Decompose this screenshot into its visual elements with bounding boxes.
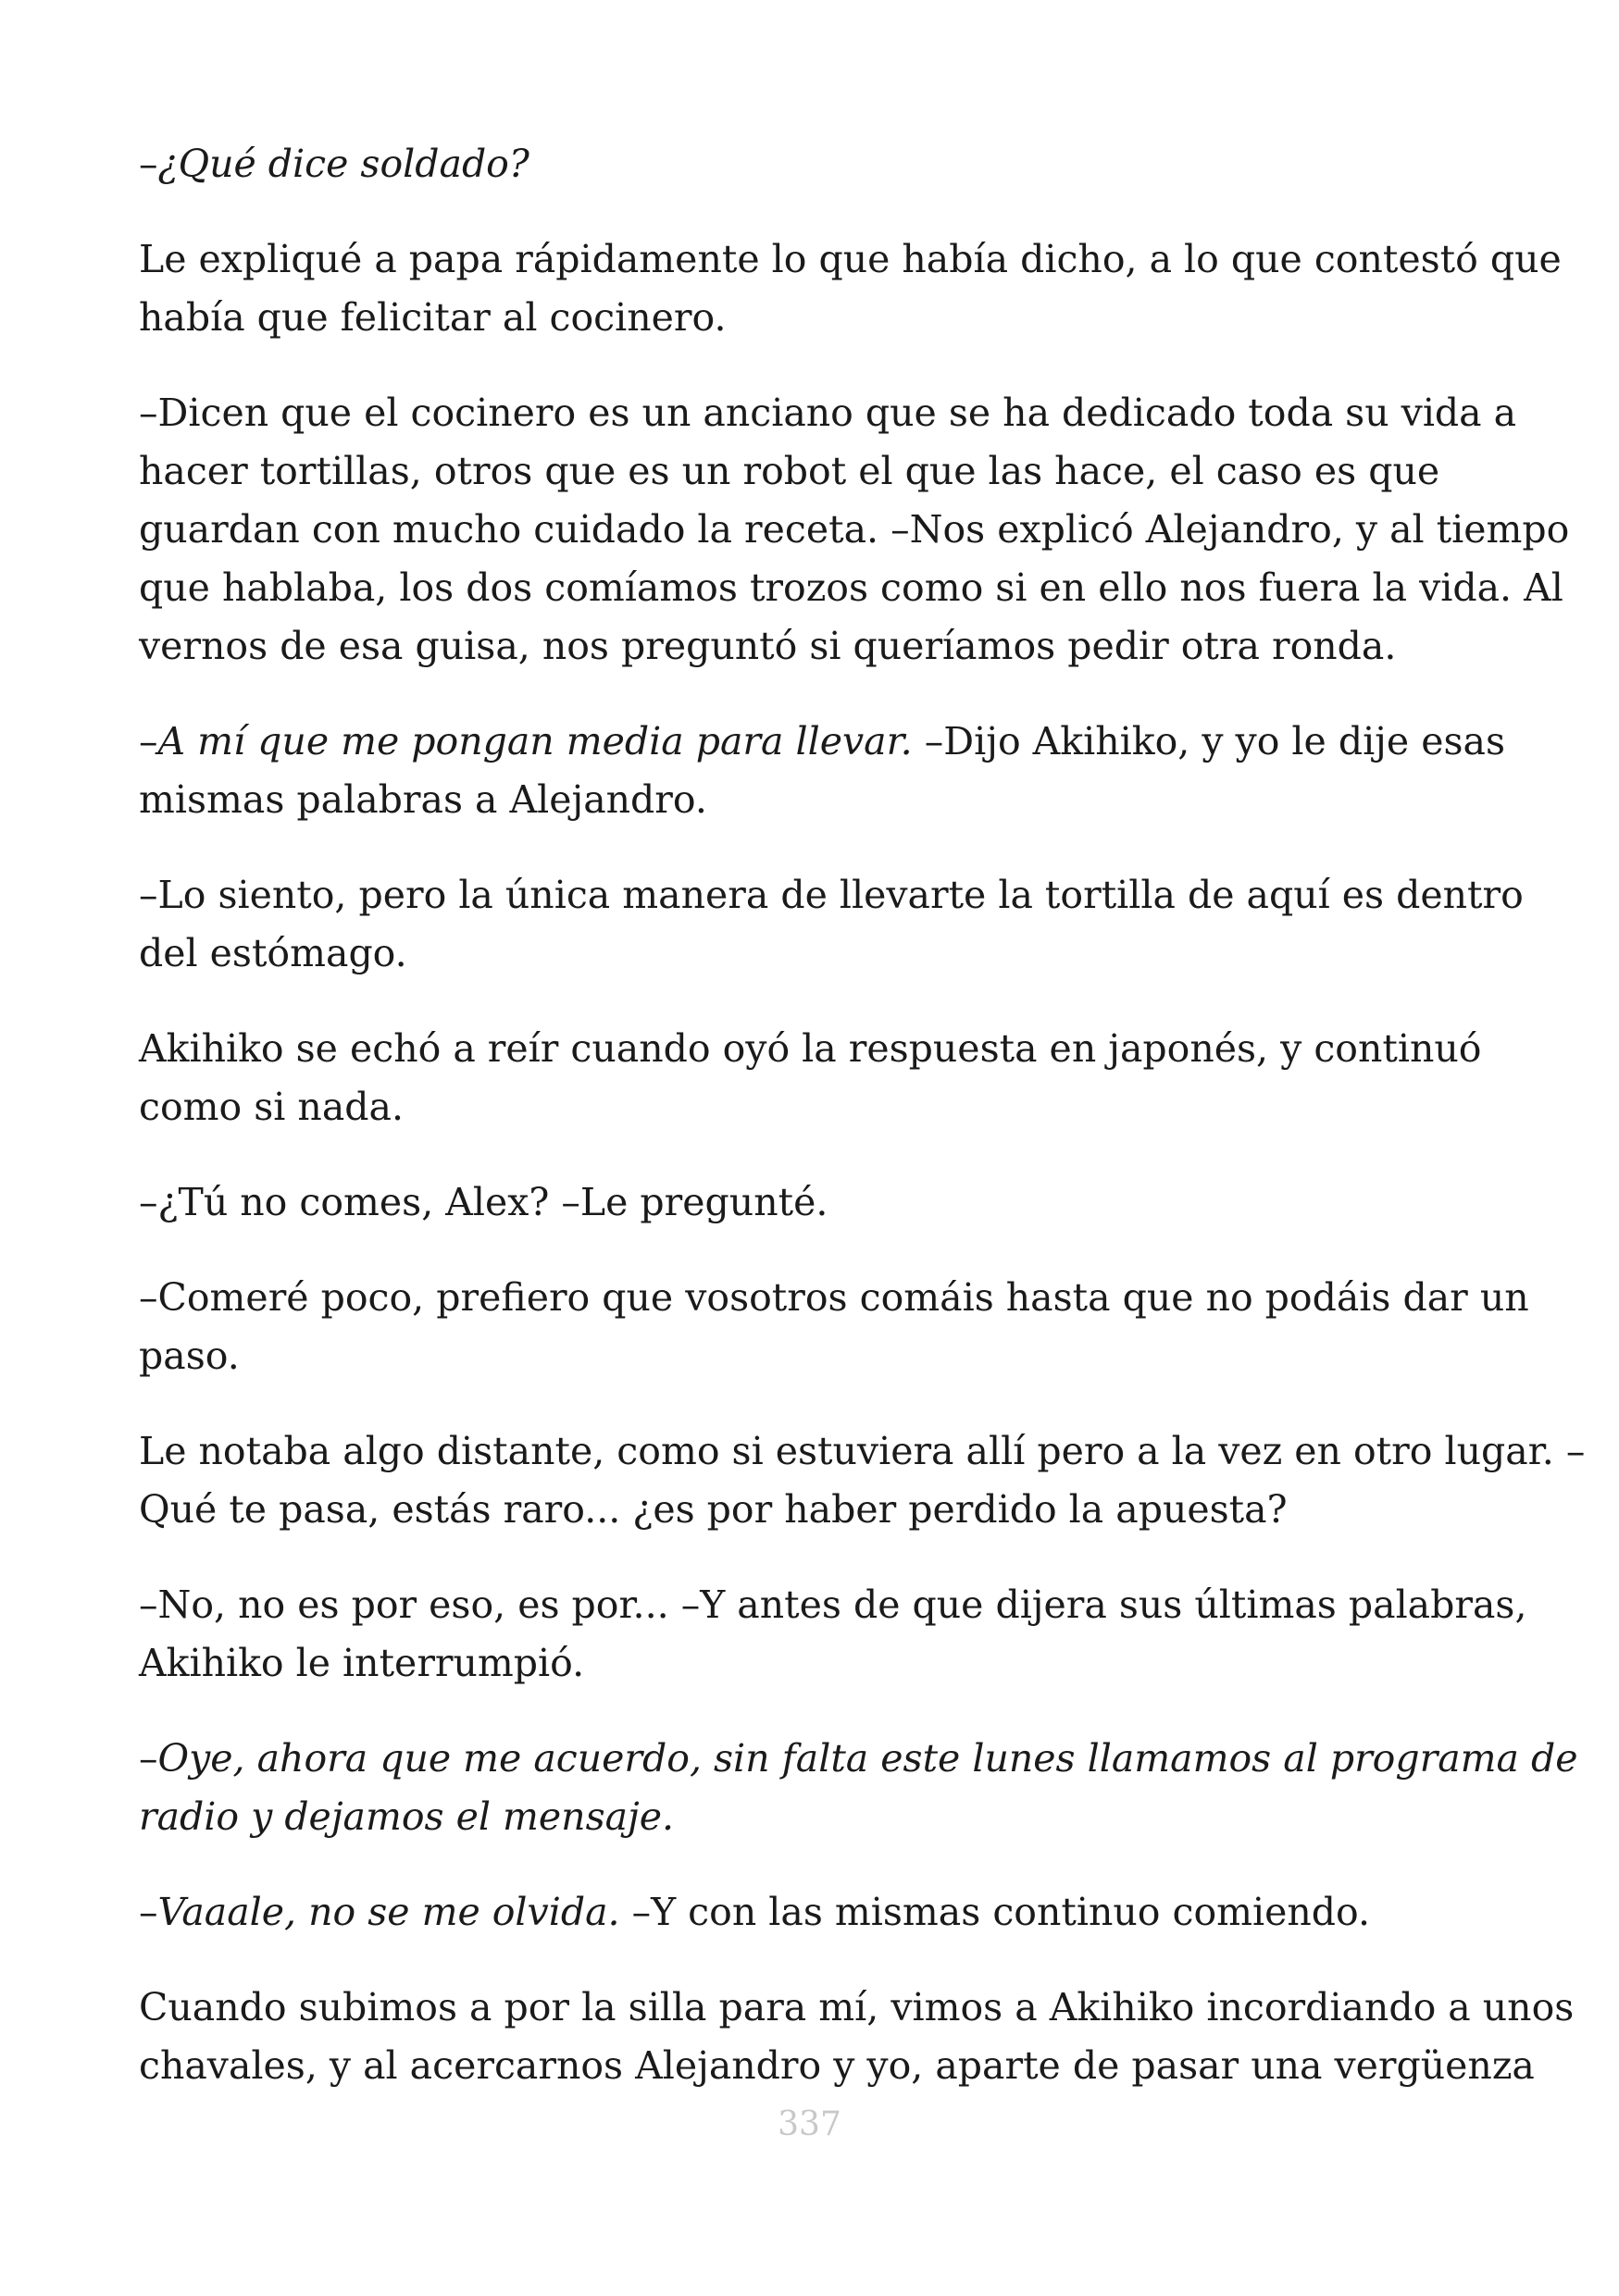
text-segment: hacer tortillas, otros que es un robot el que las hace, el caso es que xyxy=(139,449,1440,493)
text-line xyxy=(139,1078,1481,1136)
text-segment: –¿Tú no comes, Alex? –Le pregunté. xyxy=(139,1180,828,1224)
text-segment: Le expliqué a papa rápidamente lo que había dicho, a lo que contestó que xyxy=(139,237,1562,281)
paragraph xyxy=(139,1269,1529,1385)
text-line xyxy=(139,1020,1481,1078)
italic-text: radio y dejamos el mensaje. xyxy=(139,1794,675,1839)
text-line xyxy=(139,713,1505,771)
text-segment: –Y con las mismas continuo comiendo. xyxy=(619,1890,1371,1934)
text-line xyxy=(139,1269,1529,1327)
paragraph xyxy=(139,1422,1586,1539)
text-segment: Le notaba algo distante, como si estuviera allí pero a la vez en otro lugar. – xyxy=(139,1429,1586,1473)
text-line xyxy=(139,1481,1481,1539)
text-line xyxy=(139,1883,1481,1942)
text-segment: había que felicitar al cocinero. xyxy=(139,295,727,340)
text-segment: – xyxy=(139,1890,158,1934)
text-segment: chavales, y al acercarnos Alejandro y yo, aparte de pasar una vergüenza xyxy=(139,2043,1535,2088)
text-line xyxy=(139,2037,1535,2095)
page-number: 337 xyxy=(778,2105,841,2143)
text-line xyxy=(139,1576,1527,1634)
text-segment: vernos de esa guisa, nos preguntó si queríamos pedir otra ronda. xyxy=(139,624,1397,668)
italic-text: Oye, ahora que me acuerdo, sin falta este lunes llamamos al programa de xyxy=(157,1736,1578,1781)
paragraph xyxy=(139,1730,1578,1846)
text-line xyxy=(139,1979,1575,2037)
paragraph xyxy=(139,1020,1481,1136)
italic-text: Vaaale, no se me olvida. xyxy=(157,1890,620,1934)
page-body xyxy=(139,135,1586,2132)
text-segment: –Dijo Akihiko, y yo le dije esas xyxy=(912,719,1505,763)
text-line xyxy=(139,866,1524,925)
text-segment: que hablaba, los dos comíamos trozos como si en ello nos fuera la vida. Al xyxy=(139,565,1563,610)
text-segment: del estómago. xyxy=(139,931,407,975)
text-line xyxy=(139,925,1481,983)
text-segment: Akihiko se echó a reír cuando oyó la respuesta en japonés, y continuó xyxy=(139,1026,1482,1071)
text-line xyxy=(139,289,1481,347)
paragraph xyxy=(139,1576,1527,1693)
text-line xyxy=(139,1634,1481,1693)
text-segment: Cuando subimos a por la silla para mí, vimos a Akihiko incordiando a unos xyxy=(139,1985,1575,2029)
text-line xyxy=(139,771,1481,829)
text-segment: mismas palabras a Alejandro. xyxy=(139,777,707,822)
paragraph xyxy=(139,713,1505,829)
paragraph xyxy=(139,1883,1481,1942)
text-segment: Akihiko le interrumpió. xyxy=(139,1641,585,1685)
text-line xyxy=(139,442,1481,501)
paragraph xyxy=(139,1979,1575,2095)
paragraph xyxy=(139,1173,1481,1232)
text-segment: como si nada. xyxy=(139,1085,404,1129)
text-line xyxy=(139,1422,1586,1481)
text-segment: Qué te pasa, estás raro... ¿es por haber perdido la apuesta? xyxy=(139,1487,1288,1532)
text-segment: – xyxy=(139,719,158,763)
text-segment: – xyxy=(139,1736,158,1781)
text-segment: –No, no es por eso, es por... –Y antes de que dijera sus últimas palabras, xyxy=(139,1582,1527,1627)
text-line xyxy=(139,1327,1481,1385)
text-segment: –Comeré poco, prefiero que vosotros comáis hasta que no podáis dar un xyxy=(139,1275,1529,1320)
italic-text: ¿Qué dice soldado? xyxy=(157,142,529,186)
paragraph xyxy=(139,866,1524,983)
text-segment: paso. xyxy=(139,1334,240,1378)
text-segment: –Dicen que el cocinero es un anciano que se ha dedicado toda su vida a xyxy=(139,391,1517,435)
text-line xyxy=(139,617,1481,676)
paragraph xyxy=(139,135,1481,193)
text-line xyxy=(139,384,1517,442)
text-line xyxy=(139,1730,1578,1788)
text-line xyxy=(139,1173,1481,1232)
text-line xyxy=(139,135,1481,193)
text-segment: –Lo siento, pero la única manera de llevarte la tortilla de aquí es dentro xyxy=(139,873,1524,917)
text-segment: – xyxy=(139,142,158,186)
paragraph xyxy=(139,384,1570,676)
text-line xyxy=(139,559,1563,617)
text-line xyxy=(139,501,1570,559)
text-line xyxy=(139,1788,1481,1846)
text-segment: guardan con mucho cuidado la receta. –Nos explicó Alejandro, y al tiempo xyxy=(139,507,1570,552)
paragraph xyxy=(139,230,1562,347)
italic-text: A mí que me pongan media para llevar. xyxy=(157,719,913,763)
text-line xyxy=(139,230,1562,289)
